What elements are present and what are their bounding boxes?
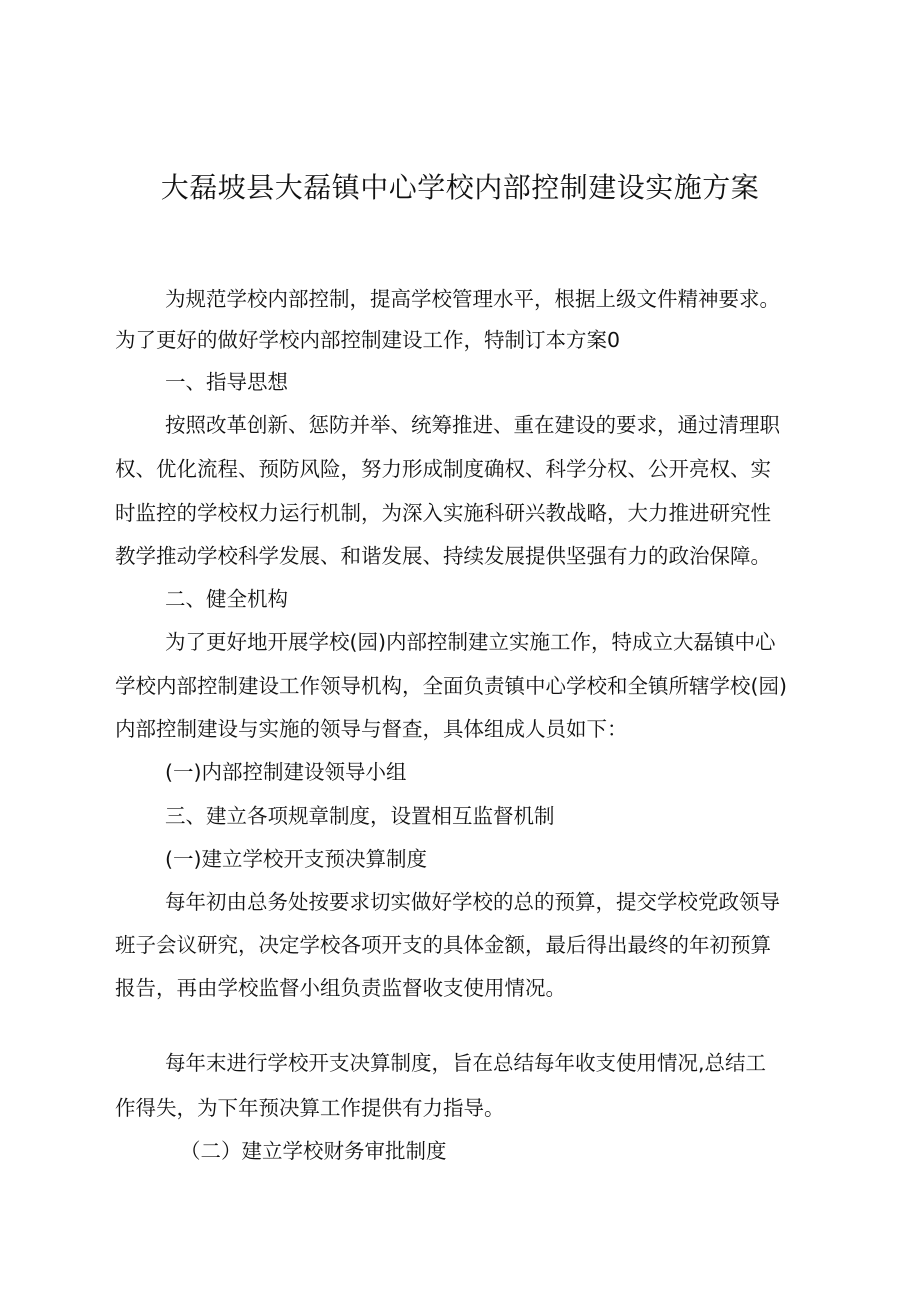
paragraph-line: 权、优化流程、预防风险，努力形成制度确权、科学分权、公开亮权、实 [115,457,771,481]
subsection-heading: (一)内部控制建设领导小组 [165,760,407,784]
paragraph-line: 每年末进行学校开支决算制度，旨在总结每年收支使用情况,总结工 [165,1051,767,1075]
document-title: 大磊坡县大磊镇中心学校内部控制建设实施方案 [160,171,760,204]
paragraph-line: 每年初由总务处按要求切实做好学校的总的预算，提交学校党政领导 [165,890,780,914]
paragraph-line: 学校内部控制建设工作领导机构，全面负责镇中心学校和全镇所辖学校(园) [115,674,787,698]
paragraph-line: 按照改革创新、惩防并举、统筹推进、重在建设的要求，通过清理职 [165,413,780,437]
paragraph-line: 时监控的学校权力运行机制，为深入实施科研兴教战略，大力推进研究性 [115,501,771,525]
paragraph-line: 为了更好的做好学校内部控制建设工作，特制订本方案0 [115,328,621,352]
section-heading: 三、建立各项规章制度，设置相互监督机制 [165,804,555,828]
paragraph-line: 报告，再由学校监督小组负责监督收支使用情况。 [115,976,566,1000]
paragraph-line: 为了更好地开展学校(园)内部控制建立实施工作，特成立大磊镇中心 [165,630,776,654]
section-heading: 一、指导思想 [165,370,288,394]
subsection-heading: （二）建立学校财务审批制度 [180,1139,447,1163]
paragraph-line: 内部控制建设与实施的领导与督查，具体组成人员如下： [115,717,628,741]
paragraph-line: 为规范学校内部控制，提高学校管理水平，根据上级文件精神要求。 [165,287,780,311]
section-heading: 二、健全机构 [165,587,288,611]
paragraph-line: 教学推动学校科学发展、和谐发展、持续发展提供坚强有力的政治保障。 [115,544,771,568]
paragraph-line: 作得失，为下年预决算工作提供有力指导。 [115,1096,505,1120]
paragraph-line: 班子会议研究，决定学校各项开支的具体金额，最后得出最终的年初预算 [115,933,771,957]
subsection-heading: (一)建立学校开支预决算制度 [165,847,427,871]
